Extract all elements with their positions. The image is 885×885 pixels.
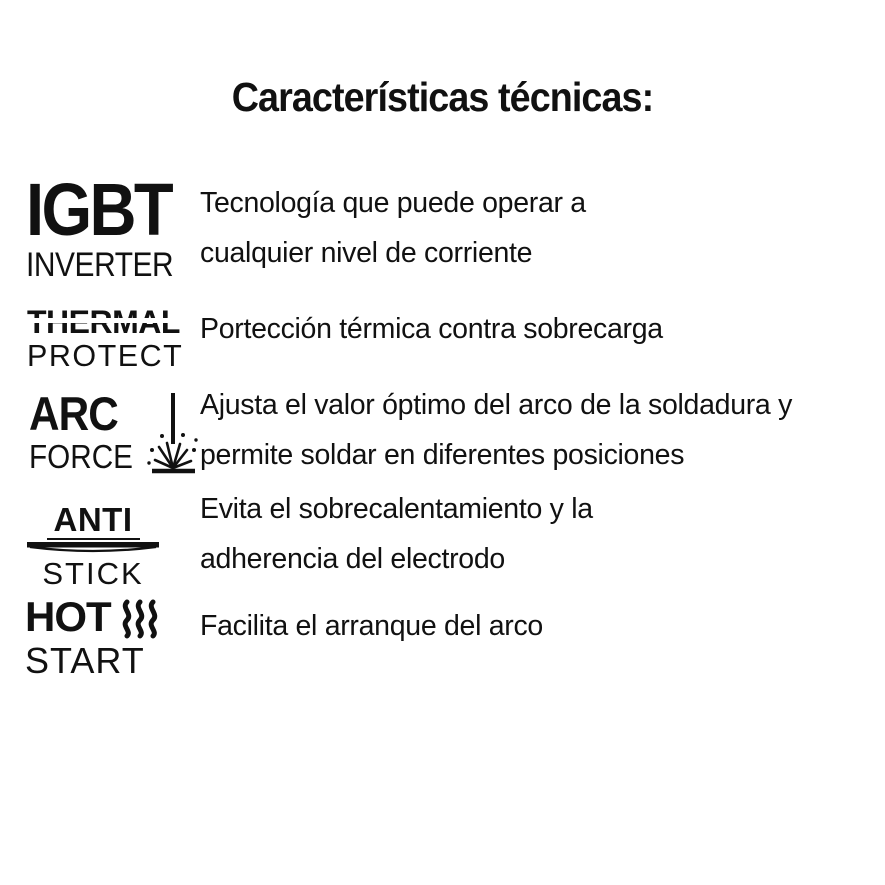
description-line: Tecnología que puede operar a [200,187,586,219]
feature-description-arc-force [200,380,880,480]
thermal-cut-stripe [24,318,183,323]
lifted-electrode-bar-icon [27,542,159,556]
feature-description-anti-stick [200,484,880,584]
badge-thermal-word-top [27,306,180,338]
badge-igbt-word-top: IGBT [26,168,171,251]
heat-waves-icon [118,599,162,639]
badge-thermal-protect [27,306,183,372]
badge-thermal-word-bottom: PROTECT [27,339,184,373]
badge-hot-word-top: HOT [25,593,111,640]
description-line: Portección térmica contra sobrecarga [200,313,663,345]
description-line: Ajusta el valor óptimo del arco de la soldadura y [200,389,793,421]
feature-description-hot-start [200,601,880,651]
badge-hot-word-bottom: START [25,640,145,681]
badge-anti-stick [27,503,159,589]
badge-arc-force [29,387,199,476]
description-line: Facilita el arranque del arco [200,610,543,642]
feature-description-igbt [200,178,880,278]
description-line: adherencia del electrodo [200,543,505,575]
badge-hot-start [25,593,162,681]
feature-description-thermal [200,304,880,354]
badge-igbt-inverter [26,168,174,284]
badge-arc-word-bottom: FORCE [29,438,133,476]
description-line: permite soldar en diferentes posiciones [200,439,685,471]
description-line: cualquier nivel de corriente [200,237,533,269]
badge-igbt-word-bottom: INVERTER [26,245,174,284]
welding-spark-icon [145,392,199,476]
page-title: Características técnicas: [231,74,654,120]
badge-anti-word-bottom: STICK [42,556,144,591]
badge-anti-word-top: ANTI [47,503,140,540]
badge-arc-word-top: ARC [29,387,118,440]
description-line: Evita el sobrecalentamiento y la [200,493,593,525]
